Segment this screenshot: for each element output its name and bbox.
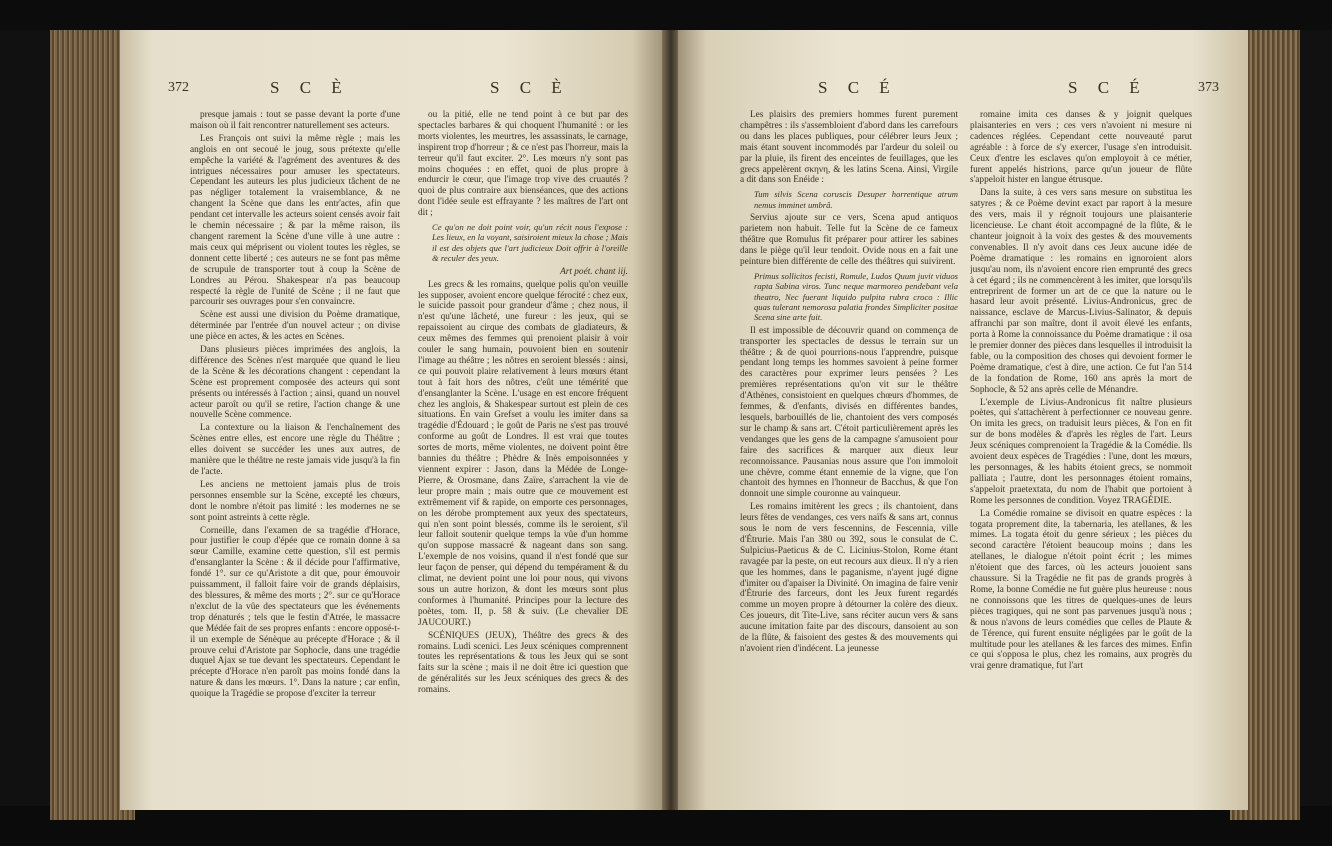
paragraph: Corneille, dans l'examen de sa tragédie d'Horace, pour justifier le coup d'épée que ce romain donne à sa sœur Camille, examine cette question, s'il est permis d'ensanglanter la Scène : & il décide pour l'affirmative, fondé 1°. sur ce qu'Aristote a dit que, pour émouvoir puissamment, il falloit faire voir de grands déplaisirs, des blessures, & même des morts ; 2°. sur ce qu'Horace n'exclut de la vûe des spectateurs que les événements trop dénaturés ; tels que le festin d'Atrée, le massacre que Médée fait de ses propres enfants : encore opposé-t-il un exemple de Sénèque au précepte d'Horace ; & il prouve celui d'Aristote par Sophocle, dans une tragédie duquel Ajax se tue devant les spectateurs. Cependant le précepte d'Horace n'en paroît pas moins fondé dans la nature & dans les mœurs. 1°. Dans la nature ; car enfin, quoique la Tragédie se propose d'exciter la terreur (190, 525, 400, 700)
paragraph: SCÉNIQUES (JEUX), Théâtre des grecs & des romains. Ludi scenici. Les Jeux scéniques comprennent toutes les représentations & tous les Jeux qui se sont faits sur la scène ; mais il ne doit être ici question que de généralités sur les Jeux scéniques des grecs & des romains. (418, 630, 628, 696)
running-head-right-2: S C É (1068, 78, 1148, 97)
scan-background-bottom (0, 806, 1332, 846)
paragraph: Servius ajoute sur ce vers, Scena apud antiquos parietem non habuit. Telle fut la Scène de ce fameux théâtre que Romulus fit préparer pour attirer les sabines dans le piège qu'il leur tendoit. Ovide nous en a fait une peinture bien différente de celle des théâtres qui suivirent. (740, 213, 958, 267)
right-page (678, 30, 1248, 810)
running-head-left-2: S C È (490, 78, 570, 97)
verse-quote: Tum silvis Scena coruscis Desuper horrentique atrum nemus imminet umbrâ. (754, 189, 958, 210)
paragraph: Les romains imitèrent les grecs ; ils chantoient, dans leurs fêtes de vendanges, ces vers naïfs & sans art, connus sous le nom de vers fescennins, de Fescennia, ville d'Étrurie. Mais l'an 380 ou 392, sous le consulat de C. Sulpicius-Paeticus & de C. Licinius-Stolon, Rome étant ravagée par la peste, on eut recours aux dieux. Il n'y a rien que les hommes, dans le paganisme, n'ayent jugé digne d'imiter ou d'apaiser la Divinité. On imagina de faire venir d'Étrurie des farceurs, dont les Jeux furent regardés comme un moyen propre à détourner la colère des dieux. Ces joueurs, dit Tite-Live, sans réciter aucun vers & sans aucune imitation faite par des discours, dansoient au son de la flûte, & faisoient des gestes & des mouvements qui n'avoient rien d'indécent. La jeunesse (740, 502, 958, 654)
running-head-right-1: S C É (818, 78, 898, 97)
paragraph: presque jamais : tout se passe devant la porte d'une maison où il fait rencontrer naturellement ses acteurs. (190, 110, 400, 131)
citation: Art poét. chant iij. (560, 266, 628, 277)
paragraph: Les plaisirs des premiers hommes furent purement champêtres : ils s'assembloient d'abord dans les carrefours ou dans les places publiques, pour célébrer leurs Jeux ; mais étant souvent incommodés par l'ardeur du soleil ou par la pluie, ils firent des enceintes de feuillages, que les grecs appelèrent σκηνη, & les latins Scena. Ainsi, Virgile a dit dans son Enéide : (740, 110, 958, 186)
left-page-column-1 (190, 110, 400, 800)
verse-quote: Primus sollicitos fecisti, Romule, Ludos Quum juvit viduos rapta Sabina viros. Tunc neque marmoreo pendebant vela theatro, Nec fuerant liquido pulpita rubra croco : Illic quas tulerant nemorosa palatia frondes Simpliciter positae Scena sine arte fuit. (754, 270, 958, 323)
verse-quote: Ce qu'on ne doit point voir, qu'un récit nous l'expose : Les lieux, en la voyant, saisiroient mieux la chose ; Mais il est des objets que l'art judicieux Doit offrir à l'oreille & reculer des yeux. (432, 222, 628, 264)
paragraph: La Comédie romaine se divisoit en quatre espèces : la togata proprement dite, la tabernaria, les atellanes, & les mimes. La togata étoit du genre sérieux ; les pièces du second caractère l'étoient beaucoup moins ; dans les atellanes, le dialogue n'étoit point écrit ; les mimes n'étoient que des farces, où les acteurs jouoient sans chaussure. Si la Tragédie ne fit pas de grands progrès à Rome, la bonne Comédie ne fut guère plus heureuse : nous ne connoissons que les titres de quelques-unes de leurs pièces tragiques, qui ne sont pas parvenues jusqu'à nous ; & nous n'avons de leurs comédies que celles de Plaute & de Térence, qui furent ensuite négligées par le goût de la multitude pour les atellanes & les farces des mimes. Enfin ce qui s'opposa le plus, chez les romains, aux progrès du vrai genre dramatique, fut l'art (970, 508, 1192, 672)
running-head-left-1: S C È (270, 78, 350, 97)
page-number-left: 372 (168, 80, 189, 95)
paragraph: Il est impossible de découvrir quand on commença de transporter les spectacles de dessus le terrain sur un théâtre ; & de quoi pourrions-nous l'apprendre, puisque pendant long temps les hommes savoient à peine former des caractères pour exprimer leurs pensées ? Les premières représentations qu'on vit sur le théâtre d'Athènes, consistoient en quelques chœurs d'hommes, de femmes, & d'enfants, divisés en différentes bandes, lesquels, barbouillés de lie, chantoient des vers composés sur le champ & sans art. C'étoit particulièrement après les vendanges que les gens de la campagne s'amusoient pour faire des sacrifices & marquer aux dieux leur reconnoissance. Pausanias nous assure que l'on immoloit une chèvre, comme étant ennemie de la vigne, que l'on chantoit des hymnes en l'honneur de Bacchus, & que l'on donnoit une simple couronne au vainqueur. (740, 325, 958, 500)
paragraph: Les anciens ne mettoient jamais plus de trois personnes ensemble sur la Scène, excepté les chœurs, dont le nombre n'étoit pas limité : les modernes ne se sont point astreints à cette règle. (190, 479, 400, 523)
paragraph: Dans plusieurs pièces imprimées des anglois, la différence des Scènes n'est marquée que quand le lieu de la Scène & les décorations changent : cependant la Scène est proprement composée des acteurs qui sont présents ou intéressés à l'action ; ainsi, quand un nouvel acteur paroît ou qu'il se retire, l'action change & une nouvelle Scène commence. (190, 345, 400, 421)
page-number-right: 373 (1198, 80, 1219, 95)
paragraph: Les grecs & les romains, quelque polis qu'on veuille les supposer, avoient encore quelque férocité : chez eux, le suicide passoit pour grandeur d'âme ; chez nous, il n'est qu'une lâcheté, une fureur : les jeux, qui se repaissoient au cirque des combats de gladiateurs, & ceux mêmes des femmes qui prenoient plaisir à voir couler le sang humain, pouvoient bien en soutenir l'image au théâtre ; les nôtres en seroient blessés : ainsi, ce qui pouvoit plaire relativement à leurs mœurs étant tout à fait hors des nôtres, c'eût une témérité que d'ensanglanter la Scène. L'usage en est encore fréquent chez les anglois, & Shakespear surtout est plein de ces situations. En vain Grefset a voulu les imiter dans sa tragédie d'Édouard ; le goût de Paris ne s'est pas trouvé conforme au goût de Londres. Il est vrai que toutes sortes de morts, même violentes, ne doivent point être bannies du théâtre ; Phèdre & Inès empoisonnées y viennent expirer : Jason, dans la Médée de Longe-Pierre, & Orosmane, dans Zaïre, s'arrachent la vie de leur propre main ; mais outre que ce mouvement est extrêmement vif & rapide, on emporte ces personnages, on les dérobe promptement aux yeux des spectateurs, qui n'en sont point blessés, comme ils le seroient, s'il leur falloit soutenir quelque temps la vûe d'un homme qu'on suppose massacré & nageant dans son sang. L'exemple de nos voisins, quand il n'est fondé que sur leur façon de penser, qui dépend du tempérament & du climat, ne devient point une loi pour nous, qui vivons sous un autre horizon, & dont les mœurs sont plus conformes à l'humanité. Principes pour la lecture des poètes, tom. II, p. 58 & suiv. (Le chevalier DE JAUCOURT.) (418, 279, 628, 628)
paragraph: Scène est aussi une division du Poème dramatique, déterminée par l'entrée d'un nouvel acteur ; on divise une pièce en actes, & les actes en Scènes. (190, 310, 400, 343)
paragraph: Dans la suite, à ces vers sans mesure on substitua les satyres ; & ce Poème devint exact par raport à la mesure des vers, mais il y régnoit toujours une plaisanterie licencieuse. Le chant étoit accompagné de la flûte, & le chanteur joignoit à la voix des gestes & des mouvements convenables. Il n'y avoit dans ces Jeux aucune idée de Poème dramatique : les romains en ignoroient alors jusqu'au nom, ils n'avoient encore rien emprunté des grecs à cet égard ; ils ne commencèrent à les imiter, que lorsqu'ils entreprirent de former un art de ce que la nature ou le hasard leur avoit présenté. Livius-Andronicus, grec de naissance, esclave de Marcus-Livius-Salinator, & depuis affranchi par son maître, dont il avoit élevé les enfants, porta à Rome la connoissance du Poème dramatique : il osa le premier donner des pièces dans lesquelles il introduisit la fable, ou la composition des choses qui devoient former le Poème dramatique, c'est à dire, une action. Ce fut l'an 514 de la fondation de Rome, 160 ans après la mort de Sophocle, & 52 ans après celle de Ménandre. (970, 188, 1192, 395)
left-page-column-2 (418, 110, 628, 800)
paragraph: L'exemple de Livius-Andronicus fit naître plusieurs poètes, qui s'attachèrent à perfectionner ce nouveau genre. On imita les grecs, on traduisit leurs pièces, & l'on en fit sur de bons modèles & d'après les règles de l'art. Leurs Jeux scéniques comprenoient la Tragédie & la Comédie. Ils avoient deux espèces de Tragédies : l'une, dont les mœurs, les personnages, & les habits étoient grecs, se nommoit palliata ; l'autre, dont les personnages étoient romains, s'appeloit praetextata, du nom de l'habit que portoient à Rome les personnes de condition. Voyez TRAGÉDIE. (970, 397, 1192, 506)
right-page-column-1 (740, 110, 958, 800)
left-page (120, 30, 665, 810)
paragraph: ou la pitié, elle ne tend point à ce but par des spectacles barbares & qui choquent l'humanité : or les morts violentes, les meurtres, les assassinats, le carnage, inspirent trop d'horreur ; & ce n'est pas l'horreur, mais la terreur qu'il faut exciter. 2°. Les mœurs n'y sont pas moins choquées : en effet, quoi de plus propre à endurcir le cœur, que l'image trop vive des cruautés ? quoi de plus contraire aux bienséances, que des actions dont l'idée seule est effrayante ? les maîtres de l'art ont dit ; (418, 110, 628, 219)
right-page-column-2 (970, 110, 1192, 800)
paragraph: La contexture ou la liaison & l'enchaînement des Scènes entre elles, est encore une règle du Théâtre ; elles doivent se succéder les unes aux autres, de manière que le théâtre ne reste jamais vide jusqu'à la fin de l'acte. (190, 423, 400, 477)
paragraph: romaine imita ces danses & y joignit quelques plaisanteries en vers ; ces vers n'avoient ni mesure ni cadences réglées. Cependant cette nouveauté parut agréable : à force de s'y exercer, l'usage s'en introduisit. Ceux d'entre les esclaves qu'on employoit à ce métier, furent appelés histrions, parce qu'un joueur de flûte s'appeloit hister en langue étrusque. (970, 110, 1192, 186)
paragraph: Les François ont suivi la même règle ; mais les anglois en ont secoué le joug, sous prétexte qu'elle empêche la variété & l'agrément des aventures & des intrigues nécessaires pour amuser les spectateurs. Cependant les auteurs les plus judicieux tâchent de ne pas négliger totalement la vraisemblance, & ne changent la Scène que dans les entr'actes, afin que pendant cet intervalle les acteurs soient censés avoir fait le chemin nécessaire ; & par la même raison, ils changent rarement la Scène d'une ville à une autre : mais ceux qui méprisent ou violent toutes les règles, se donnent cette liberté ; ces auteurs ne se font pas même de scrupule de transporter tout à coup la Scène de Londres au Pérou. Shakespear n'a pas beaucoup respecté la règle de l'unité de Scène ; il ne faut que parcourir ses ouvrages pour s'en convaincre. (190, 133, 400, 308)
scan-background-top (0, 0, 1332, 30)
